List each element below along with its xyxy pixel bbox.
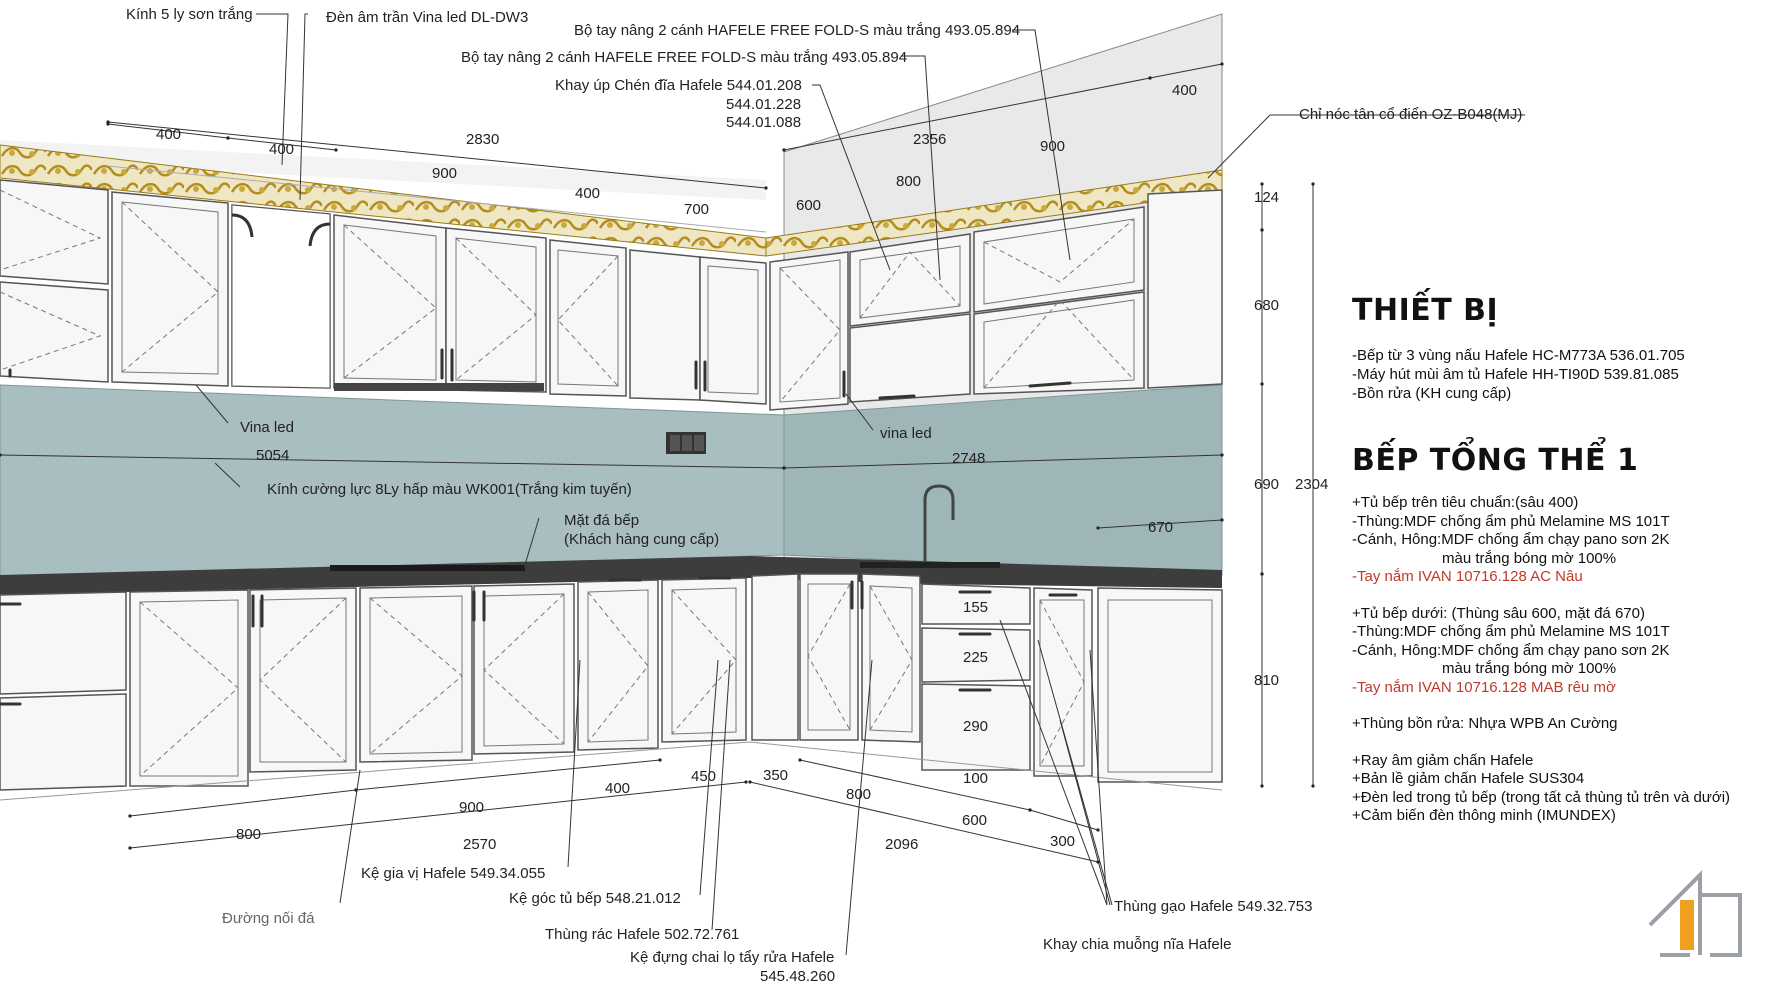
dim-b-300: 300 [1050, 833, 1076, 850]
cooktop [330, 565, 525, 571]
dim-b-2570: 2570 [463, 836, 497, 853]
dim-top-400a: 400 [156, 126, 182, 143]
vina-led-left-label: Vina led [240, 419, 294, 436]
dim-top-900b: 900 [1040, 138, 1066, 155]
countertop-note: (Khách hàng cung cấp) [564, 531, 720, 548]
dim-b-350: 350 [763, 767, 789, 784]
dim-b-600: 600 [962, 812, 988, 829]
lower-cabinets-left [0, 574, 798, 790]
spec-lower-4: màu trắng bóng mờ 100% [1442, 660, 1617, 677]
spice-rack-label: Kệ gia vị Hafele 549.34.055 [361, 865, 546, 882]
spec-panel [1352, 293, 1791, 826]
backsplash-label: Kính cường lực 8Ly hấp màu WK001(Trắng kim tuyến) [267, 481, 632, 498]
spec-sink-box: +Thùng bồn rửa: Nhựa WPB An Cường [1352, 715, 1618, 732]
dim-b-450: 450 [691, 768, 717, 785]
dim-top-900: 900 [432, 165, 458, 182]
dim-top-2356: 2356 [913, 131, 947, 148]
spec-hardware-2: +Bản lề giảm chấn Hafele SUS304 [1352, 770, 1585, 787]
spec-upper-1: +Tủ bếp trên tiêu chuẩn:(sâu 400) [1352, 494, 1579, 511]
dim-top-400b: 400 [269, 141, 295, 158]
dim-top-800: 800 [896, 173, 922, 190]
drawer-225: 225 [963, 649, 989, 666]
spec-upper-3: -Cánh, Hông:MDF chống ẩm chạy pano sơn 2K [1352, 531, 1670, 548]
dim-670: 670 [1148, 519, 1174, 536]
spec-lower-2: -Thùng:MDF chống ẩm phủ Melamine MS 101T [1352, 623, 1670, 640]
dim-b-2096: 2096 [885, 836, 919, 853]
dim-top-400c: 400 [575, 185, 601, 202]
glass-top-label: Kính 5 ly sơn trắng [126, 6, 253, 23]
countertop-label: Mặt đá bếp [564, 512, 640, 529]
equipment-title: THIẾT BỊ [1352, 293, 1499, 328]
dim-2748: 2748 [952, 450, 986, 467]
lift-label-2: Bộ tay nâng 2 cánh HAFELE FREE FOLD-S màu trắng 493.05.894 [461, 49, 908, 66]
dim-b-400: 400 [605, 780, 631, 797]
rice-bin-label: Thùng gạo Hafele 549.32.753 [1114, 898, 1313, 915]
bottle-rack-code: 545.48.260 [760, 968, 836, 985]
dim-b-800: 800 [236, 826, 262, 843]
backsplash-right [784, 385, 1222, 575]
dish-rack-code-3: 544.01.088 [726, 114, 802, 131]
trash-bin-label: Thùng rác Hafele 502.72.761 [545, 926, 740, 943]
wall-socket [666, 432, 706, 454]
vina-led-right-label: vina led [880, 425, 932, 442]
dim-top-600: 600 [796, 197, 822, 214]
spec-title: BẾP TỔNG THỂ 1 [1352, 443, 1639, 478]
dish-rack-code-2: 544.01.228 [726, 96, 802, 113]
spec-upper-2: -Thùng:MDF chống ẩm phủ Melamine MS 101T [1352, 512, 1670, 530]
drawer-100: 100 [963, 770, 989, 787]
spec-hardware-4: +Cảm biến đèn thông minh (IMUNDEX) [1352, 807, 1616, 824]
dim-h-124: 124 [1254, 189, 1280, 206]
drawer-155: 155 [963, 599, 989, 616]
dim-h-2304: 2304 [1295, 476, 1329, 493]
corner-rack-label: Kệ góc tủ bếp 548.21.012 [509, 890, 681, 907]
spec-hardware-1: +Ray âm giảm chấn Hafele [1352, 751, 1534, 769]
spec-lower-3: -Cánh, Hông:MDF chống ẩm chạy pano sơn 2K [1352, 641, 1670, 659]
spec-lower-handle: -Tay nắm IVAN 10716.128 MAB rêu mờ [1352, 678, 1616, 696]
dim-h-690: 690 [1254, 476, 1280, 493]
spec-lower-1: +Tủ bếp dưới: (Thùng sâu 600, mặt đá 670) [1352, 604, 1645, 622]
dim-5054: 5054 [256, 447, 290, 464]
spec-upper-handle: -Tay nắm IVAN 10716.128 AC Nâu [1352, 568, 1583, 585]
lift-label-1: Bộ tay nâng 2 cánh HAFELE FREE FOLD-S màu trắng 493.05.894 [574, 22, 1021, 39]
dim-top-400d: 400 [1172, 82, 1198, 99]
equipment-item: -Bếp từ 3 vùng nấu Hafele HC-M773A 536.01.705 [1352, 347, 1685, 364]
cutlery-tray-label: Khay chia muỗng nĩa Hafele [1043, 936, 1232, 953]
ceiling-light-label: Đèn âm trần Vina led DL-DW3 [326, 9, 529, 26]
brand-logo-icon [1640, 855, 1760, 965]
dim-h-680: 680 [1254, 297, 1280, 314]
equipment-item: -Bồn rửa (KH cung cấp) [1352, 385, 1512, 402]
dish-rack-label: Khay úp Chén đĩa Hafele 544.01.208 [555, 77, 802, 94]
dim-top-2830: 2830 [466, 131, 500, 148]
stone-joint-label: Đường nối đá [222, 910, 315, 927]
spec-upper-4: màu trắng bóng mờ 100% [1442, 549, 1617, 567]
bottle-rack-label: Kệ đựng chai lọ tẩy rửa Hafele [630, 949, 835, 966]
dim-b-900: 900 [459, 799, 485, 816]
spec-hardware-3: +Đèn led trong tủ bếp (trong tất cả thùng tủ trên và dưới) [1352, 788, 1731, 806]
drawer-290: 290 [963, 718, 989, 735]
dim-b-800b: 800 [846, 786, 872, 803]
cornice-label: Chỉ nóc tân cổ điển OZ-B048(MJ) [1299, 106, 1523, 123]
equipment-item: -Máy hút mùi âm tủ Hafele HH-TI90D 539.81.085 [1352, 366, 1679, 383]
dim-h-810: 810 [1254, 672, 1280, 689]
dim-top-700: 700 [684, 201, 710, 218]
